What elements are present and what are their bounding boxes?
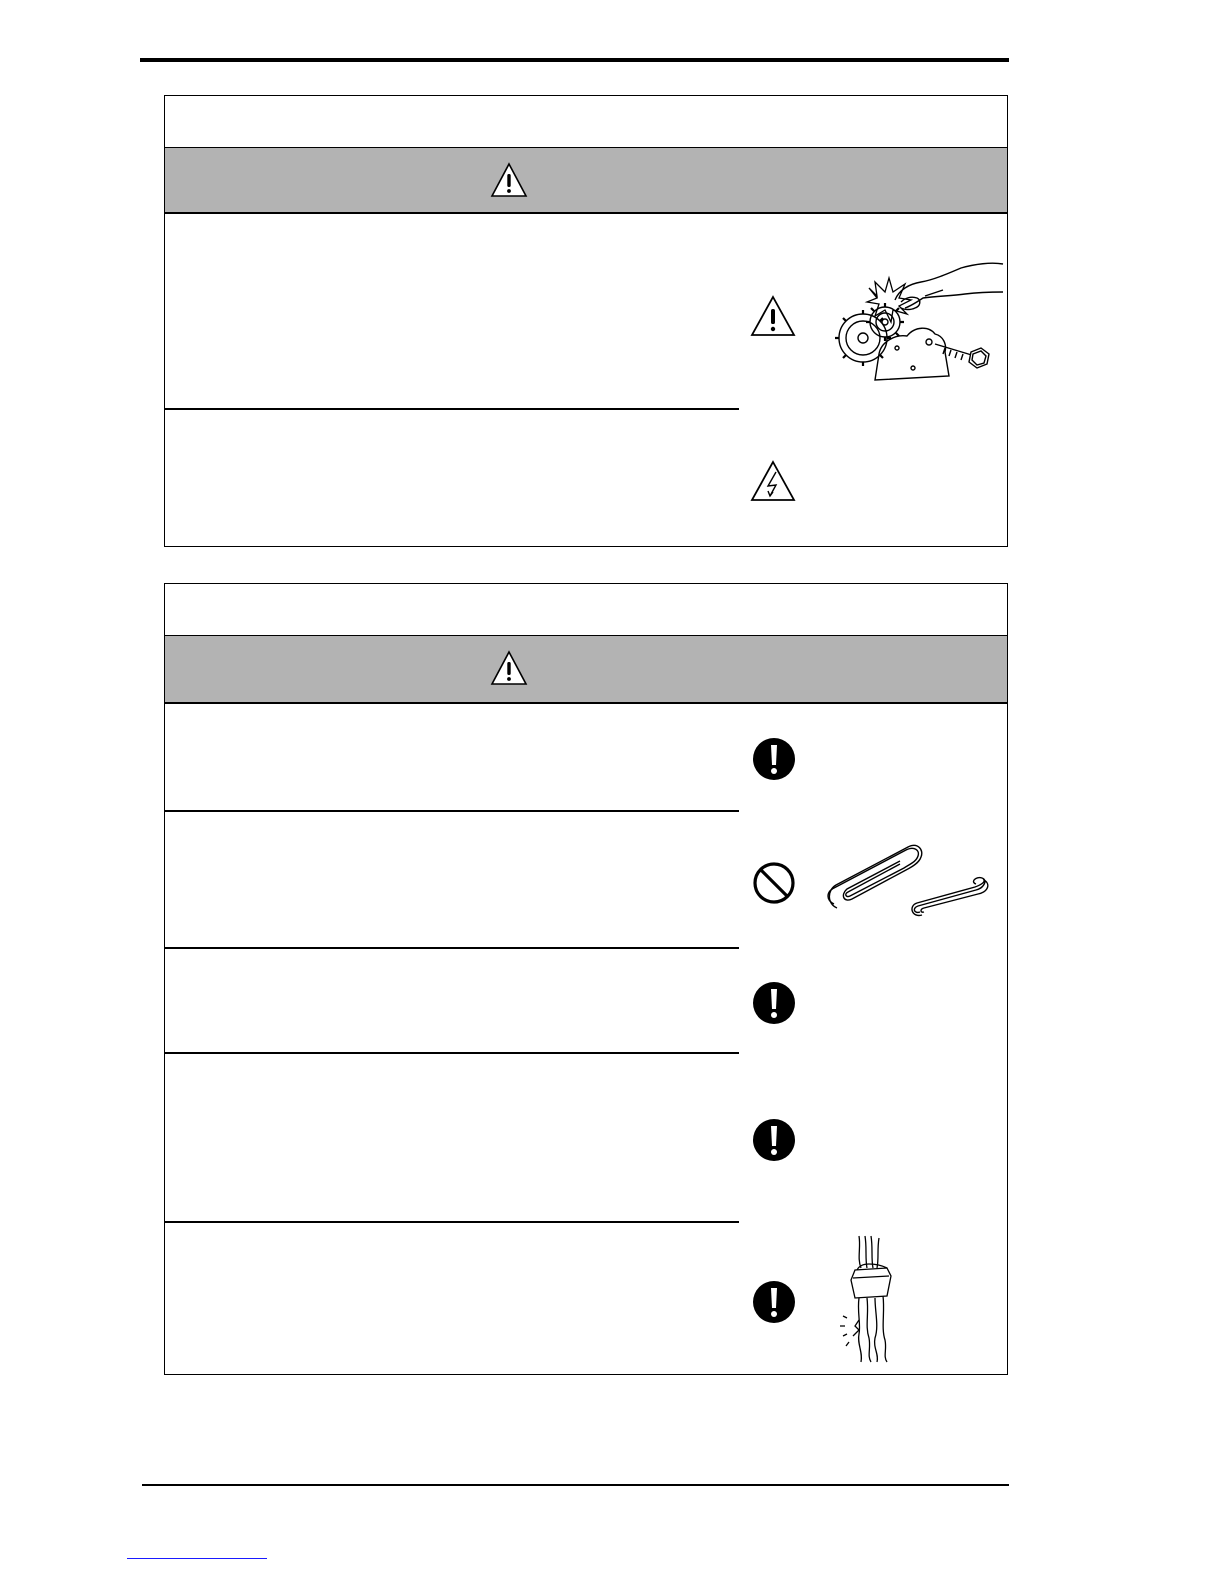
paper-clip-illustration [820,842,1000,922]
mandatory-action-icon [752,737,796,781]
warning-header-bar [165,148,1007,214]
panel-title [165,584,1007,636]
electric-shock-icon [750,460,796,502]
warning-triangle-icon [490,650,528,686]
warning-header-bar [165,636,1007,704]
gear-pinch-illustration [825,256,1005,386]
row-divider [165,408,739,410]
mandatory-action-icon [752,981,796,1025]
warning-panel-2 [164,583,1008,1375]
damaged-cable-illustration [839,1234,909,1364]
mandatory-action-icon [752,1280,796,1324]
mandatory-action-icon [752,1118,796,1162]
warning-triangle-icon [490,162,528,198]
link-underline[interactable] [127,1558,267,1559]
row-divider [165,947,739,949]
row-divider [165,810,739,812]
row-divider [165,1052,739,1054]
page-top-rule [140,58,1009,62]
panel-title [165,96,1007,148]
page-bottom-rule [142,1484,1009,1486]
warning-triangle-icon [750,295,796,337]
warning-panel-1 [164,95,1008,547]
prohibition-icon [752,861,796,905]
row-divider [165,1221,739,1223]
